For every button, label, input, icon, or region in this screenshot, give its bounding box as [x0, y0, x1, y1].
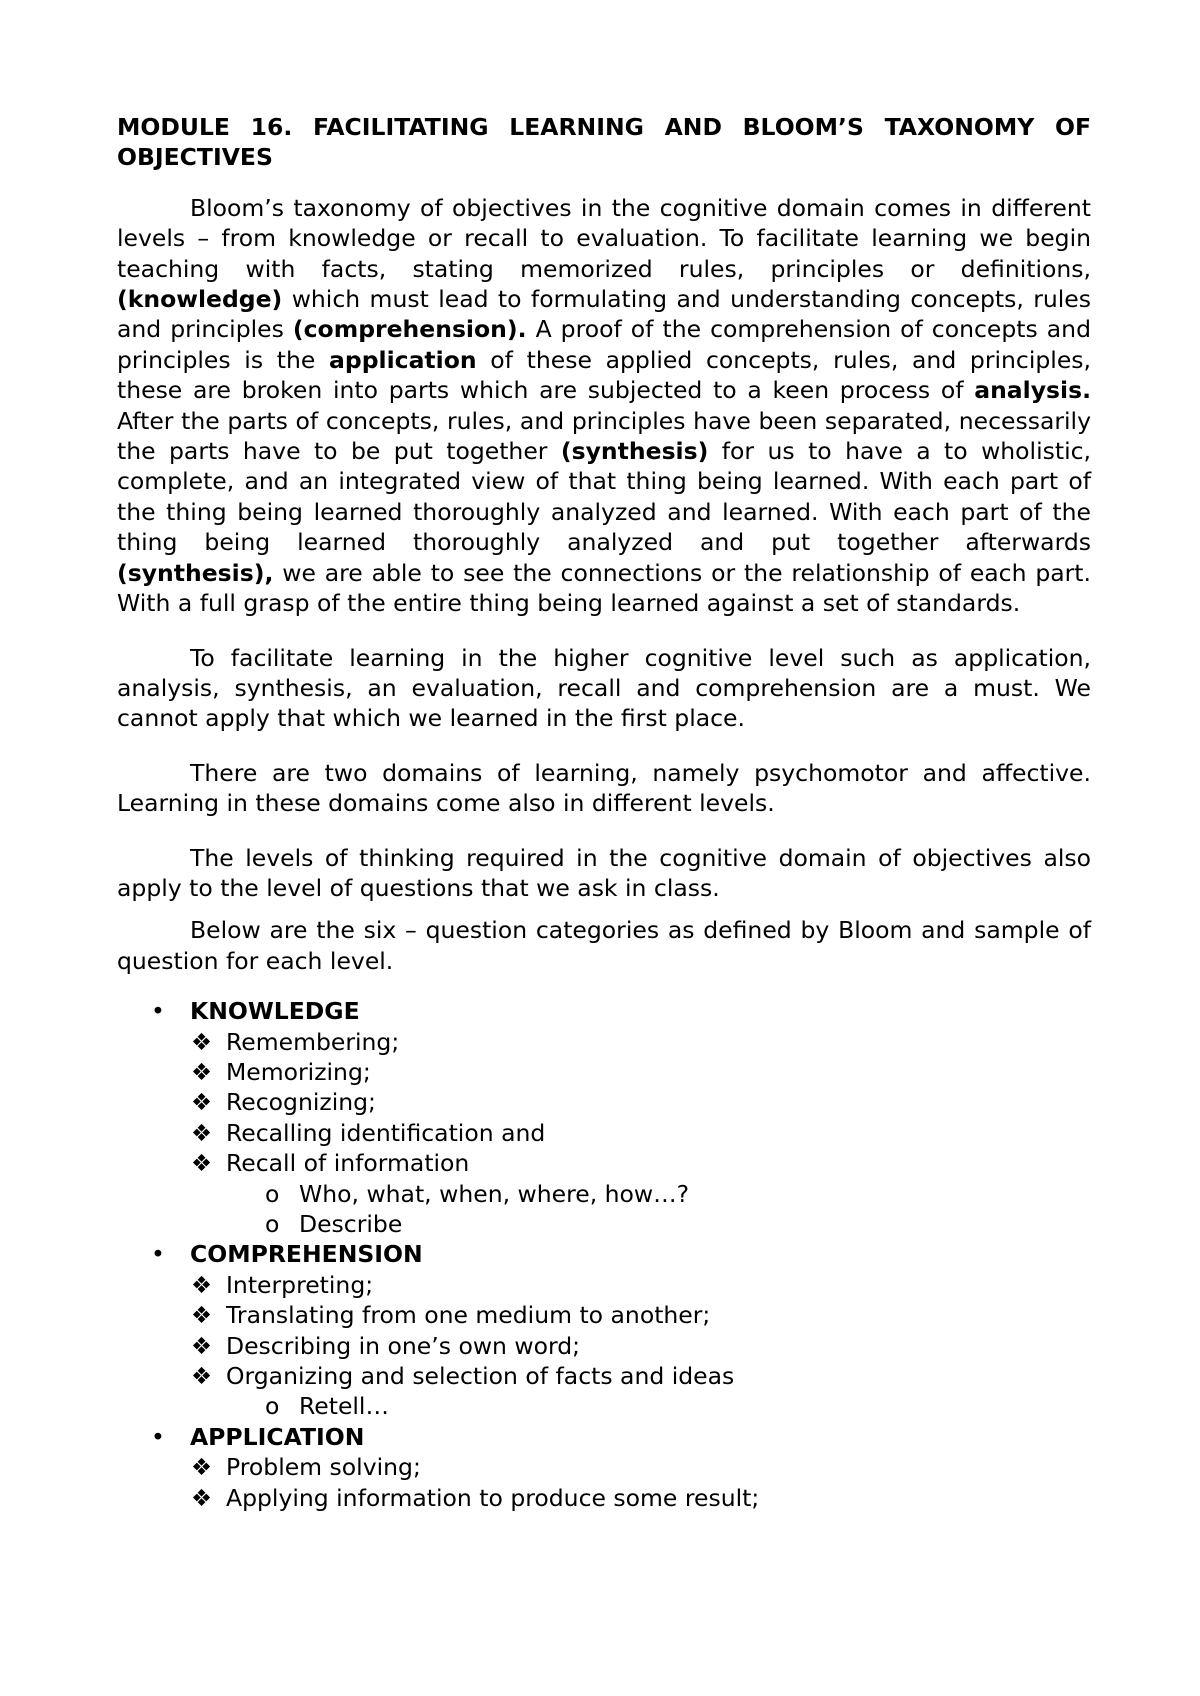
item-text: Interpreting; [226, 1270, 374, 1299]
bullet-dot-icon: • [151, 997, 165, 1026]
diamond-bullet-icon: ❖ [191, 1149, 213, 1178]
item-text: Describe [299, 1210, 403, 1238]
bloom-levels-list [117, 996, 1091, 1513]
item-text: Translating from one medium to another; [226, 1301, 711, 1330]
item-text: Recognizing; [226, 1088, 376, 1117]
level-name: COMPREHENSION [190, 1240, 423, 1269]
diamond-bullet-icon: ❖ [191, 1453, 213, 1482]
item-text: Retell… [299, 1392, 389, 1421]
circle-bullet-icon: o [265, 1179, 280, 1208]
level-comprehension [117, 1239, 1091, 1269]
paragraph-higher-cognitive: To facilitate learning in the higher cognitive level such as application, analysis, synthesis, an evaluation, recall and comprehension are a must. We cannot apply that which we learned in the first place. [117, 643, 1091, 733]
bold-term-comprehension: (comprehension). [292, 315, 527, 344]
list-item [117, 1361, 1091, 1391]
paragraph-blooms-taxonomy [117, 193, 1091, 619]
text-run: A proof of the comprehension of concepts and principles is the [117, 315, 1091, 374]
diamond-bullet-icon: ❖ [191, 1088, 213, 1117]
diamond-bullet-icon: ❖ [191, 1331, 213, 1360]
list-item [117, 1148, 1091, 1178]
list-item [117, 1118, 1091, 1148]
sub-list-item [117, 1179, 1091, 1209]
bold-term-analysis: analysis. [974, 376, 1091, 405]
diamond-bullet-icon: ❖ [191, 1027, 213, 1056]
paragraph-levels-of-thinking: The levels of thinking required in the cognitive domain of objectives also apply to the level of questions that we ask in class. [117, 843, 1091, 902]
item-text: Who, what, when, where, how…? [299, 1179, 690, 1208]
list-item [117, 1027, 1091, 1057]
item-text: Recalling identification and [226, 1118, 546, 1147]
list-item [117, 1057, 1091, 1087]
list-item [117, 1087, 1091, 1117]
sub-list-item [117, 1391, 1091, 1421]
module-title: MODULE 16. FACILITATING LEARNING AND BLOOM’S TAXONOMY OF OBJECTIVES [117, 113, 1091, 172]
item-text: Problem solving; [226, 1453, 421, 1482]
list-item [117, 1452, 1091, 1482]
bold-term-synthesis: (synthesis) [560, 437, 709, 466]
diamond-bullet-icon: ❖ [191, 1118, 213, 1147]
bullet-dot-icon: • [151, 1240, 165, 1269]
level-application [117, 1422, 1091, 1452]
bold-term-application: application [329, 345, 477, 374]
level-name: KNOWLEDGE [190, 997, 360, 1026]
item-text: Describing in one’s own word; [226, 1331, 581, 1360]
paragraph-domains: There are two domains of learning, namely psychomotor and affective. Learning in these domains come also in different levels. [117, 758, 1091, 818]
sub-list-item [117, 1209, 1091, 1239]
diamond-bullet-icon: ❖ [191, 1483, 213, 1512]
text-run: Bloom’s taxonomy of objectives in the cognitive domain comes in different levels – from knowledge or recall to evaluation. To facilitate learning we begin teaching with facts, stating memorized rules, principles or definitions, [117, 193, 1091, 283]
list-item [117, 1300, 1091, 1330]
text-run: of these applied concepts, rules, and principles, these are broken into parts which are subjected to a keen process of [117, 345, 1092, 405]
circle-bullet-icon: o [265, 1392, 280, 1421]
text-run: which must lead to formulating and understanding concepts, rules and principles [117, 285, 1091, 344]
list-item [117, 1483, 1091, 1513]
text-run: we are able to see the connections or the relationship of each part. With a full grasp of the entire thing being learned against a set of standards. [117, 558, 1091, 618]
level-name: APPLICATION [190, 1422, 365, 1451]
diamond-bullet-icon: ❖ [191, 1362, 213, 1391]
item-text: Organizing and selection of facts and ideas [226, 1362, 735, 1391]
diamond-bullet-icon: ❖ [191, 1057, 213, 1086]
item-text: Remembering; [226, 1027, 400, 1056]
item-text: Recall of information [226, 1149, 470, 1178]
list-item [117, 1270, 1091, 1300]
diamond-bullet-icon: ❖ [191, 1270, 213, 1299]
bold-term-knowledge: (knowledge) [117, 285, 283, 314]
bullet-dot-icon: • [151, 1422, 165, 1451]
document-page [117, 112, 1091, 1513]
circle-bullet-icon: o [265, 1210, 280, 1238]
level-knowledge [117, 996, 1091, 1026]
paragraph-question-categories: Below are the six – question categories as defined by Bloom and sample of question for each level. [117, 916, 1091, 975]
item-text: Applying information to produce some result; [226, 1483, 760, 1512]
text-run: After the parts of concepts, rules, and principles have been separated, necessarily the parts have to be put together [117, 406, 1091, 466]
diamond-bullet-icon: ❖ [191, 1301, 213, 1330]
bold-term-synthesis-2: (synthesis), [117, 558, 274, 587]
list-item [117, 1331, 1091, 1361]
text-run: for us to have a to wholistic, complete, and an integrated view of that thing being learned. With each part of the thing being learned thoroughly analyzed and learned. With each part of the thing being learned thoroughly analyzed and put together afterwards [117, 437, 1091, 557]
item-text: Memorizing; [226, 1057, 371, 1086]
